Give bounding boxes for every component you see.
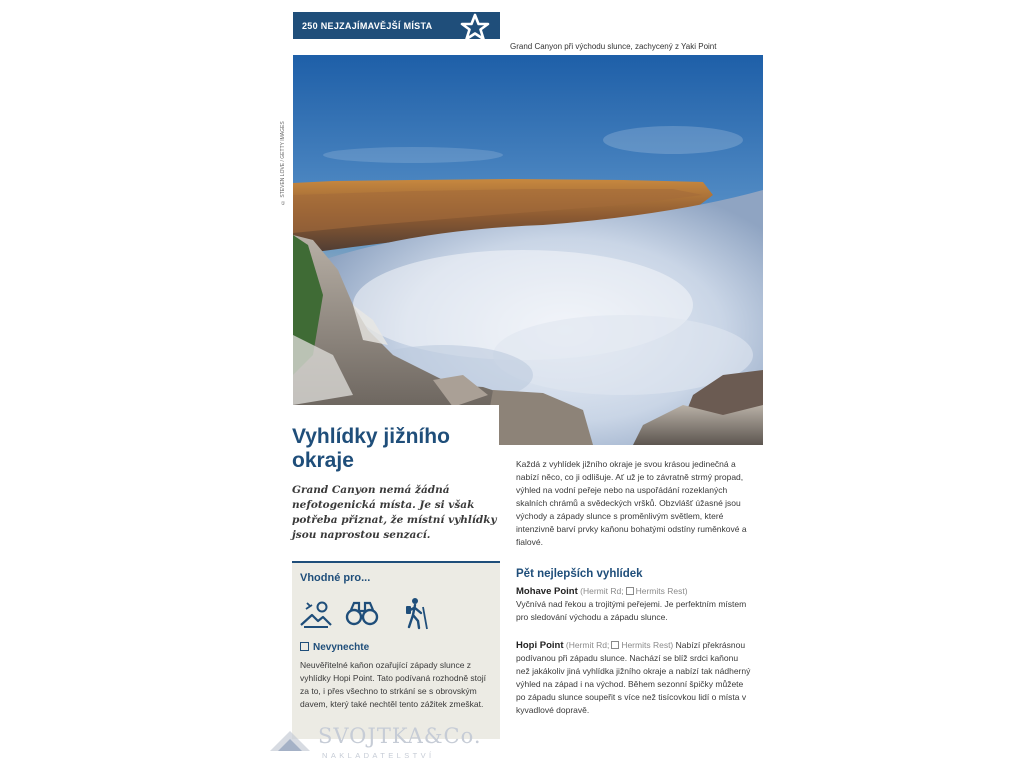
binoculars-icon	[344, 597, 380, 631]
photo-caption: Grand Canyon při východu slunce, zachycený z Yaki Point	[510, 42, 717, 51]
publisher-logo-icon	[268, 727, 312, 755]
entry-meta: (Hermit Rd;	[577, 586, 624, 596]
grand-canyon-photo	[293, 55, 763, 445]
entry-meta: (Hermit Rd;	[563, 640, 610, 650]
entry-text: Nabízí překrásnou podívanou při západu slunce. Nachází se blíž srdci kaňonu než jakákoliv jiná vyhlídka jižního okraje a nabízí tak nádherný výhled na západ i na východ. Během sezonní špičky můžete po západu slunce soupeřit s více než tisícovkou lidí o místa v kyvadlové dopravě.	[516, 640, 751, 715]
entry-name: Mohave Point	[516, 586, 578, 597]
entry-text: Vyčnívá nad řekou a trojitými peřejemi. Je perfektním místem pro sledování východu a západu slunce.	[516, 599, 747, 622]
entry-name: Hopi Point	[516, 640, 564, 651]
checkbox-icon	[300, 642, 309, 651]
entry-meta-stop: Hermits Rest)	[621, 640, 674, 650]
star-icon	[455, 12, 495, 42]
best-viewpoints-title: Pět nejlepších vyhlídek	[516, 568, 643, 580]
bus-icon	[626, 587, 634, 595]
photo-credit: © STEVEN LOVE / GETTY IMAGES	[280, 121, 286, 205]
nevynechte-title	[300, 641, 369, 653]
list-item	[516, 585, 752, 624]
nevynechte-label: Nevynechte	[313, 642, 370, 653]
publisher-sub: NAKLADATELSTVÍ	[322, 751, 435, 760]
list-item	[516, 639, 752, 717]
publisher-name: SVOJTKA&Co.	[318, 724, 482, 748]
entry-meta-stop: Hermits Rest)	[635, 586, 688, 596]
hiker-icon	[398, 597, 434, 631]
bus-icon	[611, 641, 619, 649]
sunset-viewpoint-icon	[298, 597, 334, 631]
article-lede: Grand Canyon nemá žádná nefotogenická místa. Je si však potřeba přiznat, že místní vyhlídky jsou naprostou senzací.	[292, 484, 497, 541]
sidebar-title: Vhodné pro...	[300, 572, 371, 584]
article-intro: Každá z vyhlídek jižního okraje je svou krásou jedinečná a nabízí něco, co ji odlišuje. Ať už je to závratně strmý propad, výhled na vodní peřeje nebo na uspořádání rozeklaných skalních chrámů a svědeckých vršků. Obzvlášť úžasné jsou východy a západy slunce s proměnlivým světlem, které intenzivně barví prvky kaňonu bohatými odstíny ruměnkové a fialové.	[516, 459, 747, 547]
page-label: 250 NEJZAJÍMAVĚJŠÍ MÍSTA	[302, 21, 433, 31]
article-title: Vyhlídky jižního okraje	[292, 425, 450, 472]
nevynechte-text: Neuvěřitelné kaňon ozařující západy slunce z vyhlídky Hopi Point. Tato podívaná rozhodně stojí za to, i přes všechno to strkání se s obrovským davem, který také nechtěl tento zážitek zmeškat.	[300, 660, 487, 709]
